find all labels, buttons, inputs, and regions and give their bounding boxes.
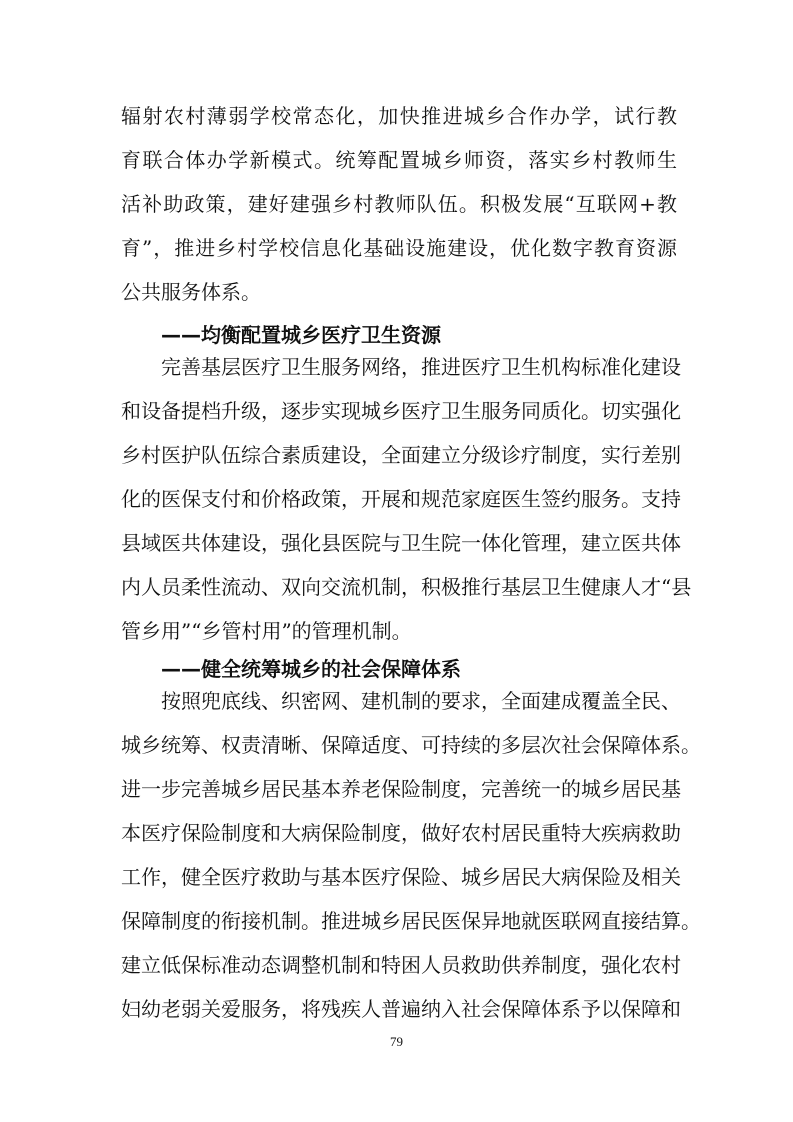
text-line: 育”，推进乡村学校信息化基础设施建设，优化数字教育资源: [121, 236, 677, 260]
text-line: 和设备提档升级，逐步实现城乡医疗卫生服务同质化。切实强化: [121, 399, 681, 423]
text-line: 育联合体办学新模式。统筹配置城乡师资，落实乡村教师生: [121, 148, 677, 172]
text-line: 城乡统筹、权责清晰、保障适度、可持续的多层次社会保障体系。: [121, 733, 701, 757]
text-line: 公共服务体系。: [121, 280, 261, 304]
text-line: 建立低保标准动态调整机制和特困人员救助供养制度，强化农村: [121, 953, 681, 977]
text-line: 管乡用”“乡管村用”的管理机制。: [121, 619, 412, 643]
section-heading-social-security: ——健全统筹城乡的社会保障体系: [161, 657, 461, 681]
section-heading-medical: ——均衡配置城乡医疗卫生资源: [161, 323, 441, 347]
text-line: 保障制度的衔接机制。推进城乡居民医保异地就医联网直接结算。: [121, 909, 701, 933]
text-line: 内人员柔性流动、双向交流机制，积极推行基层卫生健康人才“县: [121, 575, 692, 599]
text-line: 进一步完善城乡居民基本养老保险制度，完善统一的城乡居民基: [121, 777, 681, 801]
text-line: 辐射农村薄弱学校常态化，加快推进城乡合作办学，试行教: [121, 104, 677, 128]
text-line: 本医疗保险制度和大病保险制度，做好农村居民重特大疾病救助: [121, 821, 681, 845]
text-line: 县域医共体建设，强化县医院与卫生院一体化管理，建立医共体: [121, 531, 681, 555]
text-line: 活补助政策，建好建强乡村教师队伍。积极发展“互联网+教: [121, 192, 677, 216]
text-line: 工作，健全医疗救助与基本医疗保险、城乡居民大病保险及相关: [121, 865, 681, 889]
text-line: 化的医保支付和价格政策，开展和规范家庭医生签约服务。支持: [121, 487, 681, 511]
text-line: 完善基层医疗卫生服务网络，推进医疗卫生机构标准化建设: [161, 355, 681, 379]
page-number: 79: [390, 1034, 403, 1049]
text-line: 乡村医护队伍综合素质建设，全面建立分级诊疗制度，实行差别: [121, 443, 681, 467]
text-line: 妇幼老弱关爱服务，将残疾人普遍纳入社会保障体系予以保障和: [121, 997, 681, 1021]
text-line: 按照兜底线、织密网、建机制的要求，全面建成覆盖全民、: [161, 689, 681, 713]
